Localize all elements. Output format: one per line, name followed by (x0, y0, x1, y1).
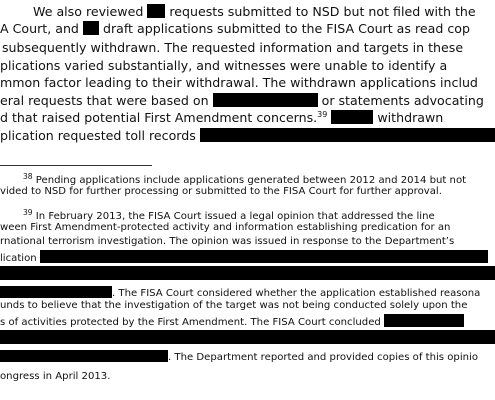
body-line-4 (0, 58, 447, 73)
body-text: subsequently withdrawn. The requested information and targets in these (2, 40, 464, 55)
body-line-6 (0, 93, 484, 108)
footnote-39-line-7 (0, 300, 467, 311)
footnote-number: 39 (23, 208, 33, 217)
footnote-text: unds to believe that the investigation of the target was not being conducted solely upon the (0, 300, 468, 311)
body-text: plications varied substantially, and witnesses were unable to identify a (0, 58, 448, 73)
body-line-5 (0, 75, 478, 90)
redaction-block (331, 110, 373, 124)
redaction-block (0, 286, 112, 298)
footnote-text: ween First Amendment-protected activity and information establishing predication for an (0, 222, 451, 233)
body-line-2 (0, 21, 470, 36)
footnote-text: . The FISA Court considered whether the application established reasona (112, 288, 481, 299)
footnote-text: vided to NSD for further processing or submitted to the FISA Court for further approval. (0, 186, 442, 197)
footnote-39-line-9 (0, 330, 495, 345)
body-text: withdrawn (377, 110, 444, 125)
body-line-8 (0, 128, 495, 143)
footnote-text: Pending applications include applications generated between 2012 and 2014 but not (35, 175, 467, 186)
redaction-block (213, 93, 318, 107)
footnote-ref-39[interactable]: 39 (317, 110, 328, 119)
redaction-block (147, 4, 165, 18)
footnote-39-line-11 (0, 371, 110, 382)
body-text: plication requested toll records (0, 128, 196, 143)
footnote-38-line-2 (0, 186, 442, 197)
footnote-39-line-5 (0, 266, 495, 281)
footnote-39-line-8 (0, 314, 464, 328)
footnote-text: rnational terrorism investigation. The opinion was issued in response to the Department’s (0, 236, 455, 247)
footnote-39-line-2 (0, 222, 450, 233)
body-line-1 (33, 4, 476, 19)
body-text: or statements advocating (321, 93, 484, 108)
body-text: eral requests that were based on (0, 93, 209, 108)
footnote-text: s of activities protected by the First Amendment. The FISA Court concluded (0, 317, 381, 328)
body-text: requests submitted to NSD but not filed with the (169, 4, 476, 19)
body-line-7 (0, 110, 443, 125)
footnote-39-line-3 (0, 236, 454, 247)
redaction-block (83, 21, 99, 35)
redaction-block (200, 128, 495, 142)
footnote-38-line-1 (23, 172, 466, 186)
body-text: A Court, and (0, 21, 79, 36)
body-text: We also reviewed (33, 4, 144, 19)
footnote-text: . The Department reported and provided copies of this opinio (168, 352, 479, 363)
redaction-block (0, 330, 495, 344)
footnote-number: 38 (23, 172, 33, 181)
body-line-3 (2, 40, 463, 55)
footnote-39-line-1 (23, 208, 435, 222)
footnote-39-line-10 (0, 350, 478, 363)
footnote-text: In February 2013, the FISA Court issued a legal opinion that addressed the line (35, 211, 435, 222)
footnote-text: ongress in April 2013. (0, 371, 111, 382)
footnote-text: lication (0, 253, 37, 264)
redaction-block (0, 266, 495, 280)
body-text: mmon factor leading to their withdrawal. The withdrawn applications includ (0, 75, 478, 90)
body-text: d that raised potential First Amendment concerns. (0, 110, 318, 125)
redaction-block (40, 250, 488, 263)
redaction-block (384, 314, 464, 327)
body-text: draft applications submitted to the FISA Court as read cop (102, 21, 470, 36)
redaction-block (0, 350, 168, 362)
footnote-39-line-4 (0, 250, 488, 264)
footnote-39-line-6 (0, 286, 480, 299)
footnote-divider (0, 165, 152, 166)
